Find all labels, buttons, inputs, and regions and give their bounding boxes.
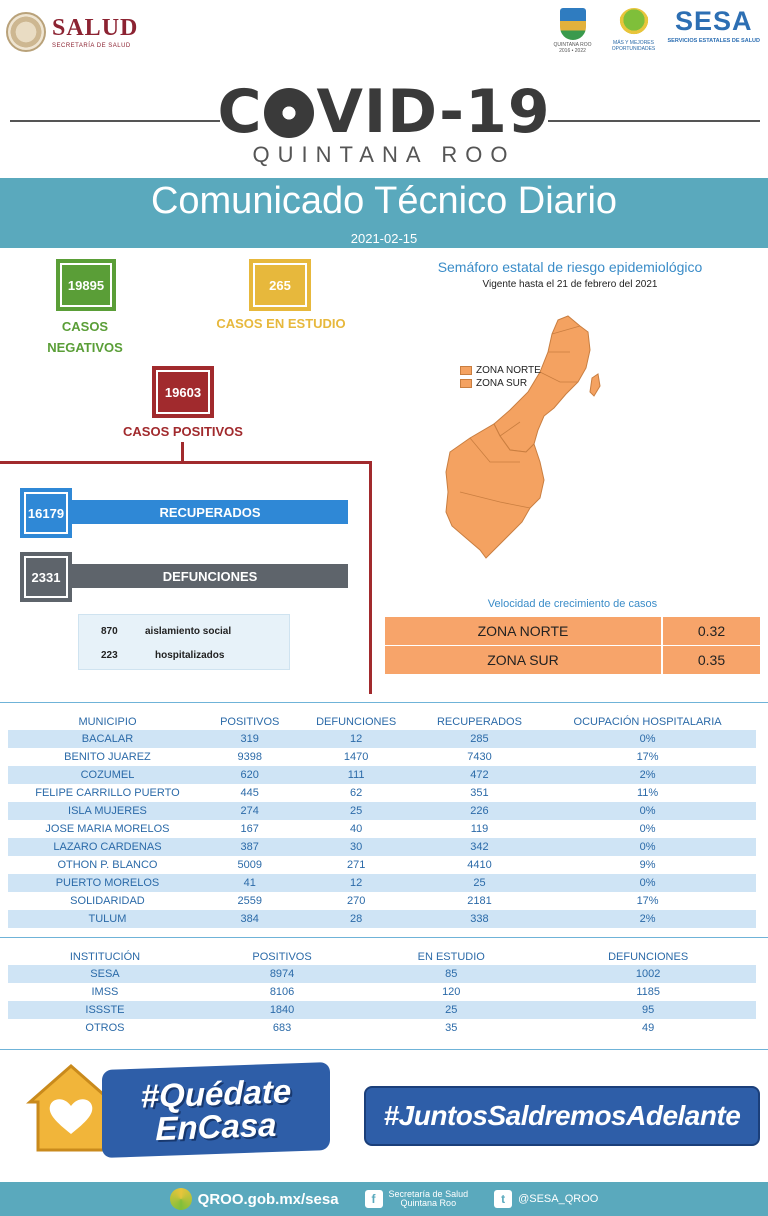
mas-logo-text: MÁS Y MEJORES OPORTUNIDADES bbox=[611, 40, 656, 52]
twitter-icon: t bbox=[494, 1190, 512, 1208]
municipio-row bbox=[8, 802, 756, 820]
defunciones-bar: DEFUNCIONES bbox=[72, 564, 348, 588]
recuperados-box: 16179 bbox=[20, 488, 72, 538]
table-cell: 342 bbox=[470, 841, 489, 853]
table-cell: 338 bbox=[470, 913, 489, 925]
table-cell: 167 bbox=[240, 823, 259, 835]
table-cell: LAZARO CARDENAS bbox=[53, 841, 162, 853]
footer-facebook[interactable] bbox=[365, 1190, 469, 1208]
velocidad-row bbox=[385, 617, 760, 645]
velocidad-zona: ZONA NORTE bbox=[385, 617, 663, 645]
bulletin-date: 2021-02-15 bbox=[350, 231, 418, 246]
legend-norte-label: ZONA NORTE bbox=[476, 365, 541, 376]
legend-swatch bbox=[460, 366, 472, 375]
velocidad-title: Velocidad de crecimiento de casos bbox=[487, 598, 658, 610]
municipio-row bbox=[8, 766, 756, 784]
table-cell: 2% bbox=[639, 913, 656, 925]
salud-subtitle: SECRETARÍA DE SALUD bbox=[52, 42, 131, 49]
table-cell: 49 bbox=[642, 1022, 655, 1034]
table-cell: 384 bbox=[240, 913, 259, 925]
table-cell: 319 bbox=[240, 733, 259, 745]
table-cell: 28 bbox=[350, 913, 363, 925]
col-defunciones: DEFUNCIONES bbox=[316, 716, 397, 728]
recuperados-bar: RECUPERADOS bbox=[72, 500, 348, 524]
table-cell: 95 bbox=[642, 1004, 655, 1016]
table-cell: 30 bbox=[350, 841, 363, 853]
table-cell: BENITO JUAREZ bbox=[64, 751, 151, 763]
negativos-label-line2: NEGATIVOS bbox=[47, 340, 123, 355]
facebook-line2: Quintana Roo bbox=[400, 1198, 457, 1208]
table-cell: 7430 bbox=[467, 751, 492, 763]
aislamiento-label: aislamiento social bbox=[145, 625, 232, 637]
col-en-estudio: EN ESTUDIO bbox=[417, 951, 485, 963]
table-cell: 0% bbox=[639, 823, 656, 835]
institucion-row bbox=[8, 983, 756, 1001]
qroo-logo-text: QUINTANA ROO bbox=[553, 42, 592, 48]
qroo-logo-years: 2016 • 2022 bbox=[559, 48, 586, 54]
hospitalizados-value: 223 bbox=[101, 649, 118, 661]
table-cell: 0% bbox=[639, 841, 656, 853]
municipios-header bbox=[8, 714, 756, 730]
table-cell: SOLIDARIDAD bbox=[70, 895, 145, 907]
footer bbox=[0, 1182, 768, 1216]
table-cell: 472 bbox=[470, 769, 489, 781]
quintana-roo-logo bbox=[546, 8, 600, 54]
quedate-line1: #Quédate bbox=[140, 1072, 292, 1115]
aislamiento-value: 870 bbox=[101, 625, 118, 637]
table-cell: 25 bbox=[350, 805, 363, 817]
municipios-table bbox=[0, 702, 768, 938]
semaforo-subtitle: Vigente hasta el 21 de febrero del 2021 bbox=[482, 279, 658, 290]
instituciones-rows bbox=[8, 965, 756, 1037]
table-cell: 62 bbox=[350, 787, 363, 799]
table-cell: 270 bbox=[346, 895, 366, 907]
en-estudio-box: 265 bbox=[249, 259, 311, 311]
table-cell: 111 bbox=[347, 769, 365, 781]
table-cell: FELIPE CARRILLO PUERTO bbox=[35, 787, 180, 799]
municipios-rows bbox=[8, 730, 756, 928]
bracket-line bbox=[369, 461, 372, 694]
hospitalizados-row bbox=[85, 643, 283, 667]
facebook-line1: Secretaría de Salud bbox=[388, 1189, 469, 1199]
tree-icon bbox=[619, 8, 649, 38]
juntos-saldremos-banner: #JuntosSaldremosAdelante bbox=[364, 1086, 760, 1146]
table-cell: 1470 bbox=[343, 751, 369, 763]
mexico-seal-icon bbox=[6, 12, 46, 52]
table-cell: 1002 bbox=[635, 968, 661, 980]
table-cell: BACALAR bbox=[81, 733, 134, 745]
municipio-row bbox=[8, 784, 756, 802]
virus-icon bbox=[264, 88, 314, 138]
table-cell: 0% bbox=[639, 733, 656, 745]
footer-twitter[interactable] bbox=[494, 1190, 598, 1208]
legend-zona-norte bbox=[460, 364, 541, 377]
negativos-label bbox=[30, 316, 140, 358]
legend-swatch bbox=[460, 379, 472, 388]
table-cell: 2559 bbox=[237, 895, 262, 907]
table-cell: 85 bbox=[445, 968, 458, 980]
quintana-roo-map bbox=[440, 312, 610, 562]
table-cell: SESA bbox=[90, 968, 120, 980]
table-cell: 8974 bbox=[269, 968, 295, 980]
table-cell: 274 bbox=[240, 805, 259, 817]
negativos-box: 19895 bbox=[56, 259, 116, 311]
defunciones-box: 2331 bbox=[20, 552, 72, 602]
col-positivos: POSITIVOS bbox=[252, 951, 312, 963]
municipio-row bbox=[8, 892, 756, 910]
qroo-icon bbox=[170, 1188, 192, 1210]
table-cell: ISLA MUJERES bbox=[68, 805, 147, 817]
table-cell: 271 bbox=[346, 859, 366, 871]
table-cell: 620 bbox=[240, 769, 259, 781]
table-cell: COZUMEL bbox=[80, 769, 135, 781]
table-cell: 1185 bbox=[636, 986, 660, 998]
table-cell: 40 bbox=[350, 823, 363, 835]
col-recuperados: RECUPERADOS bbox=[436, 716, 522, 728]
positivos-box: 19603 bbox=[152, 366, 214, 418]
table-cell: 226 bbox=[470, 805, 489, 817]
instituciones-header bbox=[8, 949, 756, 965]
table-cell: 387 bbox=[240, 841, 259, 853]
table-cell: PUERTO MORELOS bbox=[55, 877, 160, 889]
table-cell: 4410 bbox=[467, 859, 492, 871]
velocidad-row bbox=[385, 646, 760, 674]
municipio-row bbox=[8, 748, 756, 766]
legend-zona-sur bbox=[460, 377, 541, 390]
table-cell: 35 bbox=[445, 1022, 458, 1034]
map-legend bbox=[460, 364, 541, 390]
covid-title-rest: VID-19 bbox=[316, 77, 551, 147]
col-municipio: MUNICIPIO bbox=[78, 716, 137, 728]
municipio-row bbox=[8, 730, 756, 748]
municipio-row bbox=[8, 856, 756, 874]
aislamiento-row bbox=[85, 619, 283, 643]
table-cell: 8106 bbox=[269, 986, 295, 998]
negativos-label-line1: CASOS bbox=[61, 319, 109, 334]
bracket-line bbox=[181, 442, 184, 462]
velocidad-zona: ZONA SUR bbox=[385, 646, 663, 674]
sesa-logo bbox=[668, 8, 761, 44]
website-link[interactable]: QROO.gob.mx/sesa bbox=[197, 1190, 339, 1208]
municipio-row bbox=[8, 820, 756, 838]
header-logos bbox=[546, 8, 761, 54]
velocidad-table bbox=[385, 617, 760, 675]
quedate-en-casa-banner bbox=[102, 1062, 330, 1158]
table-cell: 2181 bbox=[467, 895, 492, 907]
table-cell: TULUM bbox=[88, 913, 127, 925]
footer-website[interactable] bbox=[170, 1188, 339, 1210]
table-cell: IMSS bbox=[91, 986, 119, 998]
en-estudio-label: CASOS EN ESTUDIO bbox=[216, 316, 346, 331]
table-cell: 351 bbox=[470, 787, 489, 799]
velocidad-valor: 0.35 bbox=[697, 652, 726, 668]
bulletin-title: Comunicado Técnico Diario bbox=[150, 180, 618, 222]
table-cell: JOSE MARIA MORELOS bbox=[45, 823, 170, 835]
table-cell: 2% bbox=[639, 769, 656, 781]
table-cell: 1840 bbox=[269, 1004, 295, 1016]
municipio-row bbox=[8, 874, 756, 892]
covid-title bbox=[0, 77, 768, 147]
table-cell: 9% bbox=[639, 859, 656, 871]
table-cell: 12 bbox=[350, 733, 363, 745]
table-cell: 9398 bbox=[237, 751, 262, 763]
institucion-row bbox=[8, 965, 756, 983]
mas-oportunidades-logo bbox=[610, 8, 658, 52]
table-cell: 285 bbox=[470, 733, 489, 745]
hospitalizados-label: hospitalizados bbox=[155, 649, 225, 661]
positivos-label: CASOS POSITIVOS bbox=[123, 424, 243, 439]
instituciones-table bbox=[0, 938, 768, 1050]
facebook-icon: f bbox=[365, 1190, 383, 1208]
state-shield-icon bbox=[560, 8, 586, 40]
quedate-line2: EnCasa bbox=[155, 1105, 277, 1148]
table-cell: 0% bbox=[639, 805, 656, 817]
table-cell: 11% bbox=[636, 787, 659, 799]
salud-title: SALUD bbox=[52, 14, 139, 41]
table-cell: 17% bbox=[636, 895, 659, 907]
semaforo-title: Semáforo estatal de riesgo epidemiológico bbox=[437, 259, 703, 275]
col-positivos: POSITIVOS bbox=[220, 716, 280, 728]
legend-sur-label: ZONA SUR bbox=[476, 378, 528, 389]
twitter-handle[interactable]: @SESA_QROO bbox=[518, 1193, 599, 1205]
table-cell: 12 bbox=[350, 877, 363, 889]
col-ocupacion: OCUPACIÓN HOSPITALARIA bbox=[573, 716, 722, 728]
municipio-row bbox=[8, 838, 756, 856]
cozumel-island bbox=[590, 374, 600, 396]
sesa-subtitle: SERVICIOS ESTATALES DE SALUD bbox=[667, 38, 760, 44]
institucion-row bbox=[8, 1019, 756, 1037]
salud-logo bbox=[6, 12, 138, 52]
table-cell: ISSSTE bbox=[85, 1004, 125, 1016]
col-institucion: INSTITUCIÓN bbox=[69, 951, 141, 963]
active-cases-box bbox=[78, 614, 290, 670]
table-cell: 0% bbox=[639, 877, 656, 889]
table-cell: 445 bbox=[240, 787, 259, 799]
table-cell: 25 bbox=[473, 877, 486, 889]
velocidad-valor: 0.32 bbox=[697, 623, 726, 639]
table-cell: OTROS bbox=[85, 1022, 125, 1034]
table-cell: OTHON P. BLANCO bbox=[57, 859, 158, 871]
table-cell: 683 bbox=[272, 1022, 292, 1034]
table-cell: 25 bbox=[445, 1004, 458, 1016]
region-subtitle: QUINTANA ROO bbox=[252, 142, 516, 167]
institucion-row bbox=[8, 1001, 756, 1019]
covid-title-c: C bbox=[217, 77, 263, 147]
table-cell: 17% bbox=[636, 751, 659, 763]
table-cell: 41 bbox=[243, 877, 256, 889]
bracket-line bbox=[0, 461, 372, 464]
table-cell: 119 bbox=[470, 823, 489, 835]
municipio-row bbox=[8, 910, 756, 928]
facebook-label[interactable] bbox=[389, 1190, 469, 1208]
table-cell: 5009 bbox=[237, 859, 262, 871]
table-cell: 120 bbox=[442, 986, 461, 998]
sesa-title: SESA bbox=[674, 6, 753, 36]
col-defunciones: DEFUNCIONES bbox=[608, 951, 689, 963]
